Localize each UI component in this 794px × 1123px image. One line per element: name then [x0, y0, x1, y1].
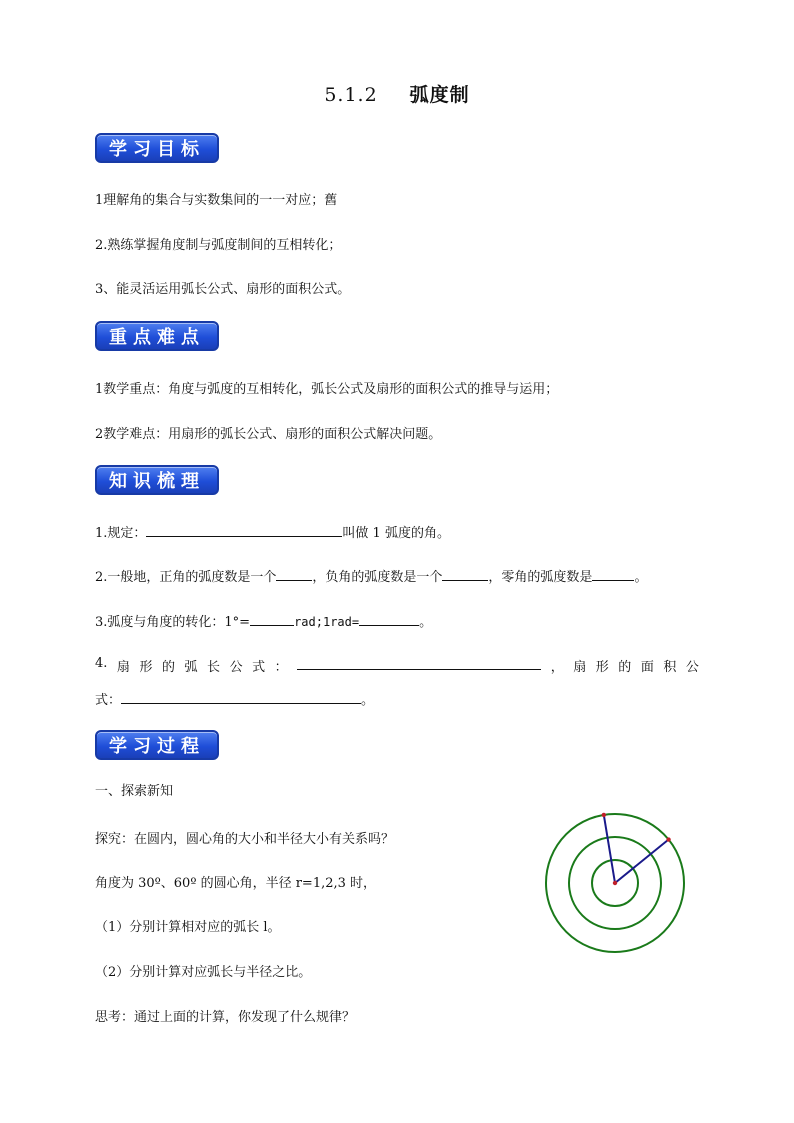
- explore-question: 探究：在圆内，圆心角的大小和半径大小有关系吗？: [95, 832, 395, 847]
- key-point-1: 1教学重点：角度与弧度的互相转化，弧长公式及扇形的面积公式的推导与运用；: [95, 382, 559, 397]
- page-title: [0, 80, 794, 107]
- answer-blank[interactable]: [276, 579, 312, 581]
- answer-blank[interactable]: [442, 579, 488, 581]
- answer-blank[interactable]: [359, 624, 419, 626]
- endpoint-dot: [602, 813, 606, 817]
- answer-blank[interactable]: [592, 579, 634, 581]
- stray-char: 舊: [324, 193, 338, 208]
- section-name: 弧度制: [409, 84, 470, 106]
- section-number: 5.1.2: [324, 84, 378, 106]
- answer-blank[interactable]: [146, 535, 342, 537]
- section-badge-process: 学习过程: [95, 730, 219, 760]
- process-part-1: 一、探索新知: [95, 784, 174, 799]
- radius-line-30deg: [604, 815, 615, 883]
- angle-condition: 角度为 30º、60º 的圆心角，半径 r=1,2,3 时，: [95, 876, 377, 891]
- knowledge-item-3: 3.弧度与角度的转化：1°= rad;1rad= 。: [95, 615, 433, 630]
- answer-blank[interactable]: [121, 702, 361, 704]
- section-badge-key-points: 重点难点: [95, 321, 219, 351]
- endpoint-dot: [666, 837, 670, 841]
- section-badge-knowledge: 知识梳理: [95, 465, 219, 495]
- key-point-2: 2教学难点：用扇形的弧长公式、扇形的面积公式解决问题。: [95, 427, 442, 442]
- knowledge-item-1: 1.规定： 叫做 1 弧度的角。: [95, 526, 450, 541]
- question-1: （1）分别计算相对应的弧长 l。: [95, 920, 281, 935]
- goal-3: 3、能灵活运用弧长公式、扇形的面积公式。: [95, 282, 351, 297]
- goal-1: 1理解角的集合与实数集间的一一对应；舊: [95, 193, 338, 208]
- concentric-circles-figure: [540, 808, 695, 963]
- knowledge-item-4-line2: 式： 。: [95, 693, 375, 708]
- question-2: （2）分别计算对应弧长与半径之比。: [95, 965, 312, 980]
- answer-blank[interactable]: [250, 624, 294, 626]
- think-question: 思考：通过上面的计算，你发现了什么规律？: [95, 1010, 356, 1025]
- center-point: [613, 881, 617, 885]
- answer-blank[interactable]: [297, 656, 541, 670]
- goal-2: 2.熟练掌握角度制与弧度制间的互相转化；: [95, 238, 342, 253]
- knowledge-item-2: 2.一般地，正角的弧度数是一个 ，负角的弧度数是一个 ，零角的弧度数是 。: [95, 570, 648, 585]
- knowledge-item-4-line1: 4. 扇 形 的 弧 长 公 式 ： ， 扇 形 的 面 积 公: [95, 656, 699, 675]
- section-badge-goals: 学习目标: [95, 133, 219, 163]
